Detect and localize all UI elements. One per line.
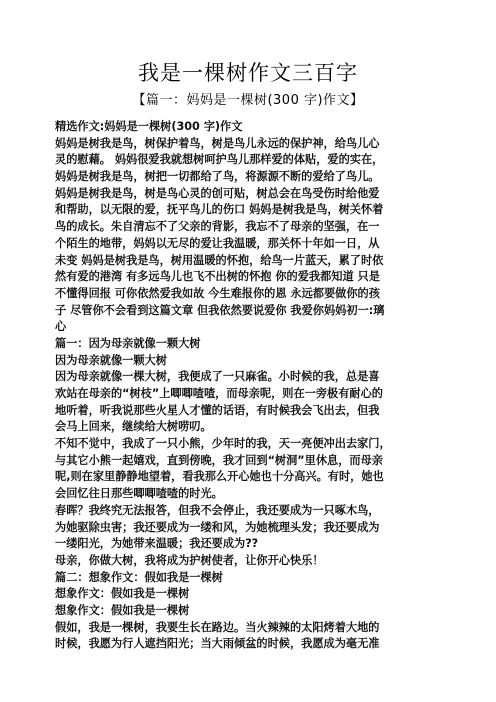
text-line: 想象作文：假如我是一棵树 (55, 603, 190, 617)
text-line: 未变 妈妈是树我是鸟，树用温暖的怀抱，给鸟一片蓝天，累了时依 (55, 253, 384, 267)
text-line: 会回忆往日那些唧唧喳喳的时光。 (55, 487, 223, 501)
document-title: 我是一棵树作文三百字 (138, 61, 358, 85)
text-line: 一缕阳光，为她带来温暖；我还要成为?? (55, 537, 259, 551)
text-line: 妈妈是树我是鸟，树是鸟心灵的创可贴，树总会在鸟受伤时给他爱 (55, 186, 380, 200)
text-line: 鸟的成长。朱自清忘不了父亲的背影，我忘不了母亲的坚强，在一 (55, 220, 380, 234)
text-line: 个陌生的地带，妈妈以无尽的爱让我温暖，那关怀十年如一日，从 (55, 236, 380, 250)
text-line: 精选作文:妈妈是一棵树(300 字)作文 (55, 120, 243, 133)
text-line: 篇二：想象作文：假如我是一棵树 (55, 570, 223, 584)
text-line: 不知不觉中，我成了一只小熊，少年时的我，天一亮便冲出去家门， (55, 437, 391, 451)
text-line: 因为母亲就像一颗大树 (55, 353, 167, 367)
text-line: 子 尽管你不会看到这篇文章 但我依然要说爱你 我爱你妈妈初一:璃 (55, 303, 385, 317)
body-text (55, 119, 441, 653)
text-line: 妈妈是树我是鸟，树保护着鸟，树是鸟儿永远的保护神，给鸟儿心 (55, 136, 380, 150)
text-line: 不懂得回报 可你依然爱我如故 今生难报你的恩 永远都要做你的孩 (55, 286, 380, 300)
text-line: 和帮助，以无限的爱，抚平鸟儿的伤口 妈妈是树我是鸟，树关怀着 (55, 203, 384, 217)
text-line: 然有爱的港湾 有多远鸟儿也飞不出树的怀抱 你的爱我都知道 只是 (55, 270, 380, 284)
text-line: 与其它小熊一起嬉戏，直到傍晚，我才回到“树洞”里休息，而母亲 (55, 453, 383, 467)
text-line: 篇一：因为母亲就像一颗大树 (55, 336, 201, 350)
text-line: 妈妈是树我是鸟，树把一切都给了鸟，将源源不断的爱给了鸟儿。 (55, 170, 380, 184)
text-line: 假如，我是一棵树，我要生长在路边。当火辣辣的太阳烤着大地的 (55, 620, 380, 634)
text-line: 春晖？我终究无法报答，但我不会停止，我还要成为一只啄木鸟， (55, 503, 380, 517)
text-line: 欢站在母亲的“树枝”上唧唧喳喳，而母亲呢，则在一旁极有耐心的 (55, 387, 383, 400)
document-subtitle: 【篇一：妈妈是一棵树(300 字)作文】 (132, 93, 364, 108)
text-line: 母亲，你做大树，我将成为护树使者，让你开心快乐！ (55, 553, 324, 567)
text-line: 会马上回来，继续给大树唠叨。 (55, 420, 212, 434)
text-line: 呢,则在家里静静地望着，看我那么开心她也十分高兴。有时，她也 (55, 470, 384, 484)
text-line: 灵的慰藉。 妈妈很爱我就想树呵护鸟儿那样爱的体贴，爱的实在， (55, 153, 384, 167)
text-line: 地听着，听我说那些火星人才懂的话语，有时候我会飞出去，但我 (55, 403, 380, 417)
text-line: 心 (55, 320, 67, 334)
text-line: 想象作文：假如我是一棵树 (55, 587, 190, 601)
text-line: 时候，我愿为行人遮挡阳光；当大雨倾盆的时候，我愿成为毫无准 (55, 637, 380, 651)
text-line: 因为母亲就像一棵大树，我便成了一只麻雀。小时候的我，总是喜 (55, 370, 380, 384)
text-line: 为她驱除虫害；我还要成为一缕和风，为她梳理头发；我还要成为 (55, 520, 380, 534)
